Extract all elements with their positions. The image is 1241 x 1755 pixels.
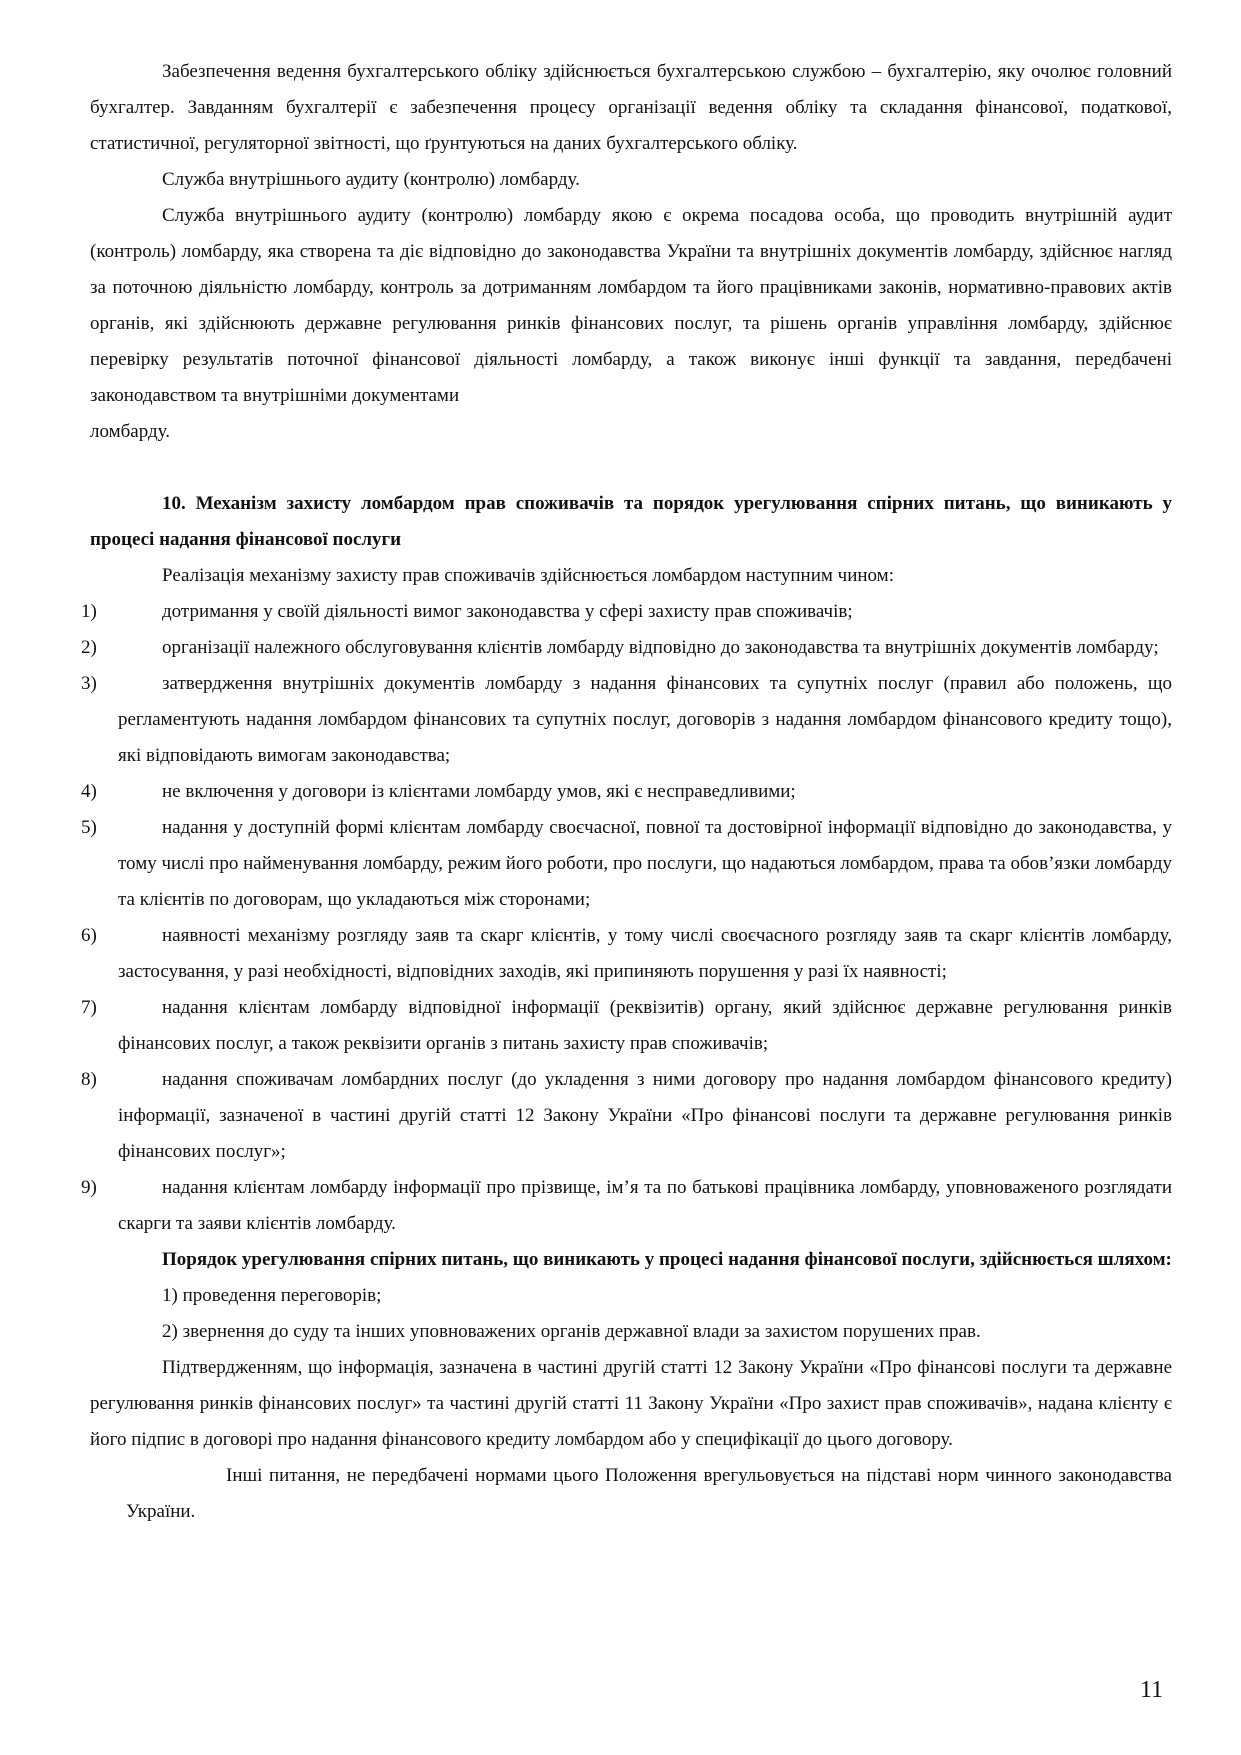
section-heading: 10. Механізм захисту ломбардом прав споживачів та порядок урегулювання спірних питань, що виникають у процесі надання фінансової послуги — [90, 493, 1172, 550]
paragraph-final: Інші питання, не передбачені нормами цього Положення врегульовується на підставі норм чинного законодавства України. — [126, 1465, 1172, 1522]
dispute-item: 1) проведення переговорів; — [162, 1285, 382, 1306]
list-item-text: надання клієнтам ломбарду інформації про прізвище, ім’я та по батькові працівника ломбарду, уповноваженого розглядати скарги та заяви клієнтів ломбарду. — [118, 1177, 1172, 1234]
list-item — [81, 774, 1172, 810]
list-item — [81, 918, 1172, 990]
section-intro: Реалізація механізму захисту прав споживачів здійснюється ломбардом наступним чином: — [162, 565, 894, 586]
list-item-number: 6) — [81, 925, 97, 946]
list-item-text: дотримання у своїй діяльності вимог законодавства у сфері захисту прав споживачів; — [162, 601, 853, 622]
dispute-item: 2) звернення до суду та інших уповноважених органів державної влади за захистом порушених прав. — [162, 1321, 981, 1342]
list-item — [81, 810, 1172, 918]
list-item-number: 2) — [81, 637, 97, 658]
list-item-text: не включення у договори із клієнтами ломбарду умов, які є несправедливими; — [162, 781, 796, 802]
page-number: 11 — [1140, 1677, 1164, 1703]
list-item — [81, 1062, 1172, 1170]
list-item — [81, 666, 1172, 774]
page-content — [81, 54, 1172, 1530]
list-item-number: 1) — [81, 601, 97, 622]
list-item — [81, 990, 1172, 1062]
list-item — [81, 630, 1172, 666]
dispute-heading: Порядок урегулювання спірних питань, що виникають у процесі надання фінансової послуги, здійснюється шляхом: — [162, 1249, 1172, 1270]
paragraph-audit-body: Служба внутрішнього аудиту (контролю) ломбарду якою є окрема посадова особа, що проводить внутрішній аудит (контроль) ломбарду, яка створена та діє відповідно до законодавства України та внутрішніх документів ломбарду, здійснює нагляд за поточною діяльністю ломбарду, контроль за дотриманням ломбардом та його працівниками законів, нормативно-правових актів органів, які здійснюють державне регулювання ринків фінансових послуг, та рішень органів управління ломбарду, здійснює перевірку результатів поточної фінансової діяльності ломбарду, а також виконує інші функції та завдання, передбачені законодавством та внутрішніми документами — [90, 205, 1172, 406]
list-item-text: затвердження внутрішніх документів ломбарду з надання фінансових та супутніх послуг (правил або положень, що регламентують надання ломбардом фінансових та супутніх послуг, договорів з надання ломбардом фінансового кредиту тощо), які відповідають вимогам законодавства; — [118, 673, 1172, 766]
list-item — [81, 1170, 1172, 1242]
list-item-number: 5) — [81, 817, 97, 838]
list-item-number: 8) — [81, 1069, 97, 1090]
list-item-number: 3) — [81, 673, 97, 694]
list-item-text: надання у доступній формі клієнтам ломбарду своєчасної, повної та достовірної інформації відповідно до законодавства, у тому числі про найменування ломбарду, режим його роботи, про послуги, що надаються ломбардом, права та обов’язки ломбарду та клієнтів по договорам, що укладаються між сторонами; — [118, 817, 1172, 910]
list-item-text: надання споживачам ломбардних послуг (до укладення з ними договору про надання ломбардом фінансового кредиту) інформації, зазначеної в частині другій статті 12 Закону України «Про фінансові послуги та державне регулювання ринків фінансових послуг»; — [118, 1069, 1172, 1162]
paragraph-audit-title: Служба внутрішнього аудиту (контролю) ломбарду. — [162, 169, 580, 190]
list-item-text: наявності механізму розгляду заяв та скарг клієнтів, у тому числі своєчасного розгляду заяв та скарг клієнтів ломбарду, застосування, у разі необхідності, відповідних заходів, які припиняють порушення у разі їх наявності; — [118, 925, 1172, 982]
rights-list — [81, 594, 1172, 1242]
paragraph-confirmation: Підтвердженням, що інформація, зазначена в частині другій статті 12 Закону України «Про фінансові послуги та державне регулювання ринків фінансових послуг» та частині другій статті 11 Закону України «Про захист прав споживачів», надана клієнту є його підпис в договорі про надання фінансового кредиту ломбардом або у специфікації до цього договору. — [90, 1357, 1172, 1450]
list-item-number: 4) — [81, 781, 97, 802]
paragraph-accounting: Забезпечення ведення бухгалтерського обліку здійснюється бухгалтерською службою – бухгалтерію, яку очолює головний бухгалтер. Завданням бухгалтерії є забезпечення процесу організації ведення обліку та складання фінансової, податкової, статистичної, регуляторної звітності, що ґрунтуються на даних бухгалтерського обліку. — [90, 61, 1172, 154]
list-item-number: 7) — [81, 997, 97, 1018]
list-item-text: організації належного обслуговування клієнтів ломбарду відповідно до законодавства та внутрішніх документів ломбарду; — [162, 637, 1159, 658]
list-item-text: надання клієнтам ломбарду відповідної інформації (реквізитів) органу, який здійснює державне регулювання ринків фінансових послуг, а також реквізити органів з питань захисту прав споживачів; — [118, 997, 1172, 1054]
list-item — [81, 594, 1172, 630]
paragraph-audit-end: ломбарду. — [90, 421, 171, 442]
list-item-number: 9) — [81, 1177, 97, 1198]
